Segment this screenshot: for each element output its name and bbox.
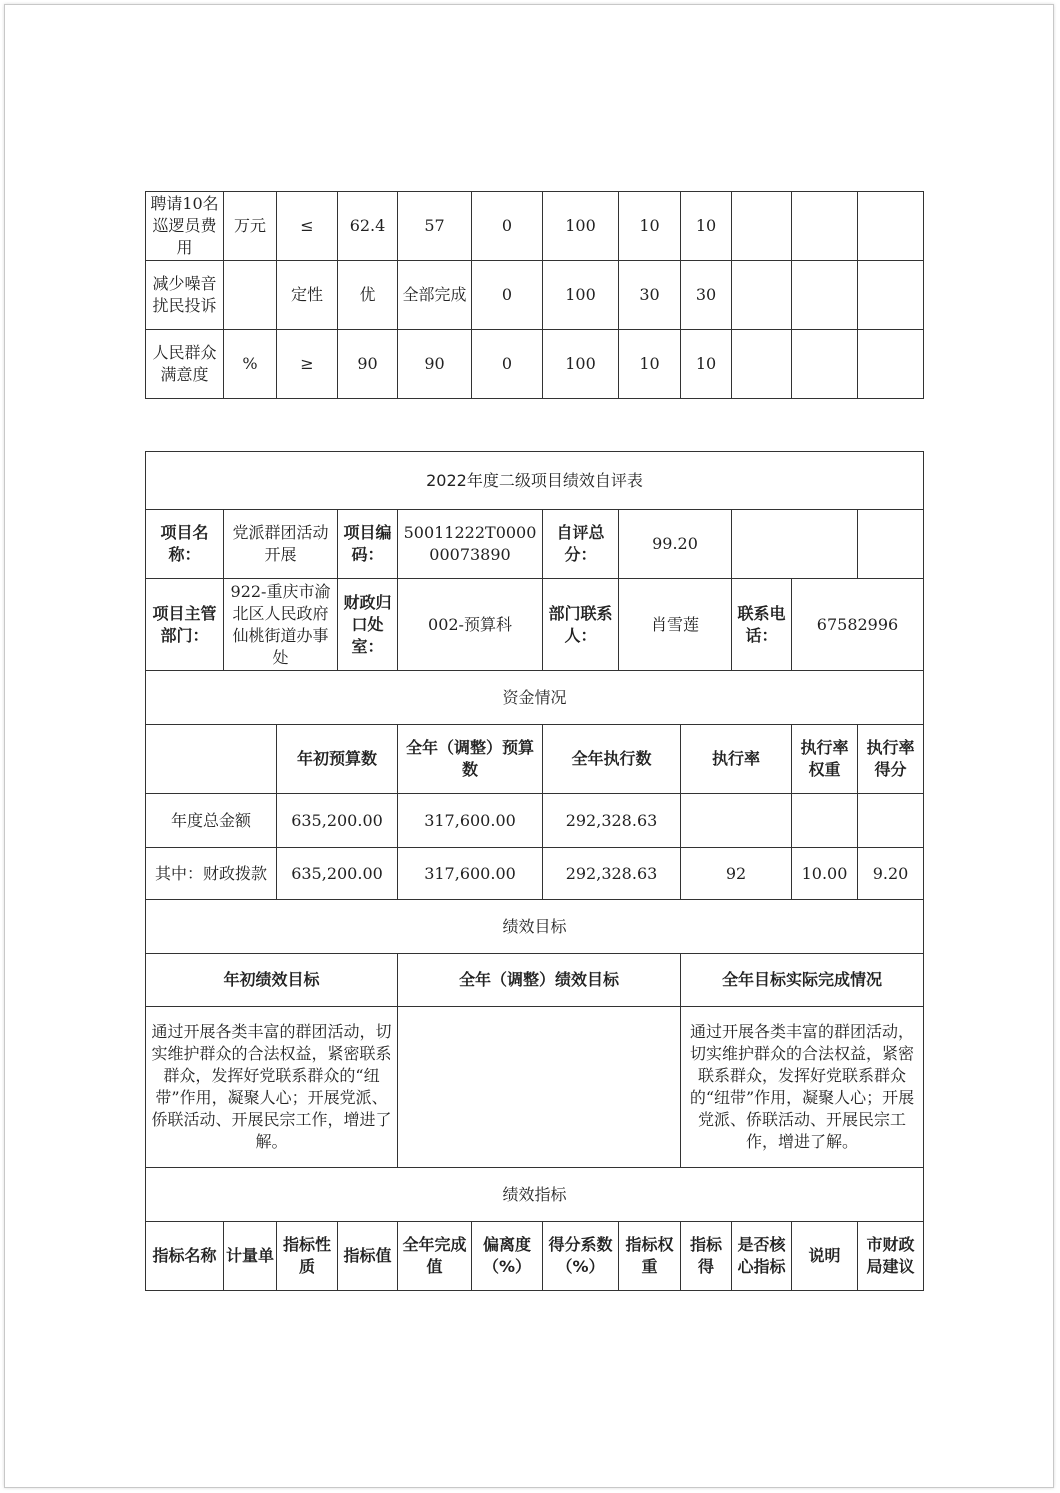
- indicator-core: [732, 330, 792, 399]
- indicator-actual: 全部完成: [398, 261, 472, 330]
- indicator-nature: 定性: [277, 261, 338, 330]
- indicator-header: 全年完成值: [398, 1222, 472, 1291]
- funds-executed: 292,328.63: [543, 794, 681, 848]
- phone-label: 联系电话：: [732, 579, 792, 671]
- table-row: [146, 261, 924, 330]
- indicator-header: 市财政局建议: [858, 1222, 924, 1291]
- funds-header-initial: 年初预算数: [277, 725, 398, 794]
- indicator-header: 是否核心指标: [732, 1222, 792, 1291]
- contact-label: 部门联系人：: [543, 579, 619, 671]
- indicator-suggestion: [858, 261, 924, 330]
- indicator-header: 得分系数（%）: [543, 1222, 619, 1291]
- indicator-header: 说明: [792, 1222, 858, 1291]
- funds-row-label: 年度总金额: [146, 794, 277, 848]
- funds-header-adjusted: 全年（调整）预算数: [398, 725, 543, 794]
- funds-rate: [681, 794, 792, 848]
- goals-initial-text: 通过开展各类丰富的群团活动，切实维护群众的合法权益，紧密联系群众，发挥好党联系群众的“纽带”作用，凝聚人心；开展党派、侨联活动、开展民宗工作，增进了解。: [146, 1007, 398, 1168]
- dept-label: 项目主管部门：: [146, 579, 224, 671]
- indicator-target: 62.4: [338, 192, 398, 261]
- indicator-actual: 57: [398, 192, 472, 261]
- indicator-note: [792, 261, 858, 330]
- self-score-label: 自评总分：: [543, 510, 619, 579]
- indicator-weight: 30: [619, 261, 681, 330]
- indicator-header: 计量单: [224, 1222, 277, 1291]
- funds-adjusted: 317,600.00: [398, 848, 543, 900]
- funds-header-rate-score: 执行率得分: [858, 725, 924, 794]
- goals-section-title: 绩效目标: [146, 900, 924, 954]
- self-score: 99.20: [619, 510, 732, 579]
- indicators-section-title: 绩效指标: [146, 1168, 924, 1222]
- table-row: [146, 848, 924, 900]
- blank-cell: [732, 510, 858, 579]
- indicator-suggestion: [858, 192, 924, 261]
- indicator-score: 10: [681, 192, 732, 261]
- funds-rate-weight: [792, 794, 858, 848]
- funds-header-rate-weight: 执行率权重: [792, 725, 858, 794]
- dept-value: 922-重庆市渝北区人民政府仙桃街道办事处: [224, 579, 338, 671]
- indicator-coef: 100: [543, 192, 619, 261]
- indicator-target: 90: [338, 330, 398, 399]
- project-code-label: 项目编码：: [338, 510, 398, 579]
- finance-office-value: 002-预算科: [398, 579, 543, 671]
- indicator-header: 指标得: [681, 1222, 732, 1291]
- table-row: [146, 794, 924, 848]
- phone-value: 67582996: [792, 579, 924, 671]
- indicator-note: [792, 330, 858, 399]
- contact-value: 肖雪莲: [619, 579, 732, 671]
- indicators-header-row: [146, 1222, 924, 1291]
- project-name-label: 项目名称：: [146, 510, 224, 579]
- indicator-nature: ≥: [277, 330, 338, 399]
- indicator-header: 指标性质: [277, 1222, 338, 1291]
- indicator-header: 指标名称: [146, 1222, 224, 1291]
- project-name: 党派群团活动开展: [224, 510, 338, 579]
- blank-cell: [858, 510, 924, 579]
- indicator-actual: 90: [398, 330, 472, 399]
- table-row: [146, 192, 924, 261]
- funds-header-blank: [146, 725, 277, 794]
- funds-rate-weight: 10.00: [792, 848, 858, 900]
- table-row: [146, 330, 924, 399]
- funds-section-title: 资金情况: [146, 671, 924, 725]
- funds-executed: 292,328.63: [543, 848, 681, 900]
- indicator-unit: [224, 261, 277, 330]
- indicator-core: [732, 261, 792, 330]
- funds-rate-score: [858, 794, 924, 848]
- project-code: 50011222T000000073890: [398, 510, 543, 579]
- indicator-target: 优: [338, 261, 398, 330]
- finance-office-label: 财政归口处室：: [338, 579, 398, 671]
- indicator-weight: 10: [619, 192, 681, 261]
- goals-header-adjusted: 全年（调整）绩效目标: [398, 954, 681, 1007]
- indicator-score: 10: [681, 330, 732, 399]
- indicator-deviation: 0: [472, 261, 543, 330]
- goals-actual-text: 通过开展各类丰富的群团活动，切实维护群众的合法权益，紧密联系群众，发挥好党联系群众的“纽带”作用，凝聚人心；开展党派、侨联活动、开展民宗工作，增进了解。: [681, 1007, 924, 1168]
- indicator-deviation: 0: [472, 330, 543, 399]
- indicator-deviation: 0: [472, 192, 543, 261]
- indicator-name: 减少噪音扰民投诉: [146, 261, 224, 330]
- goals-header-initial: 年初绩效目标: [146, 954, 398, 1007]
- indicator-note: [792, 192, 858, 261]
- indicator-header: 偏离度（%）: [472, 1222, 543, 1291]
- indicator-coef: 100: [543, 261, 619, 330]
- funds-row-label: 其中：财政拨款: [146, 848, 277, 900]
- indicator-name: 人民群众满意度: [146, 330, 224, 399]
- indicator-score: 30: [681, 261, 732, 330]
- indicator-unit: 万元: [224, 192, 277, 261]
- indicator-header: 指标权重: [619, 1222, 681, 1291]
- goals-header-actual: 全年目标实际完成情况: [681, 954, 924, 1007]
- funds-initial: 635,200.00: [277, 794, 398, 848]
- funds-initial: 635,200.00: [277, 848, 398, 900]
- self-evaluation-form: [145, 451, 924, 1291]
- indicator-unit: %: [224, 330, 277, 399]
- goals-adjusted-text: [398, 1007, 681, 1168]
- form-title: 2022年度二级项目绩效自评表: [146, 452, 924, 510]
- indicator-continuation-table: [145, 191, 924, 399]
- indicator-weight: 10: [619, 330, 681, 399]
- indicator-coef: 100: [543, 330, 619, 399]
- funds-rate-score: 9.20: [858, 848, 924, 900]
- indicator-name: 聘请10名巡逻员费用: [146, 192, 224, 261]
- indicator-core: [732, 192, 792, 261]
- funds-adjusted: 317,600.00: [398, 794, 543, 848]
- indicator-suggestion: [858, 330, 924, 399]
- funds-header-executed: 全年执行数: [543, 725, 681, 794]
- indicator-header: 指标值: [338, 1222, 398, 1291]
- funds-header-rate: 执行率: [681, 725, 792, 794]
- funds-rate: 92: [681, 848, 792, 900]
- indicator-nature: ≤: [277, 192, 338, 261]
